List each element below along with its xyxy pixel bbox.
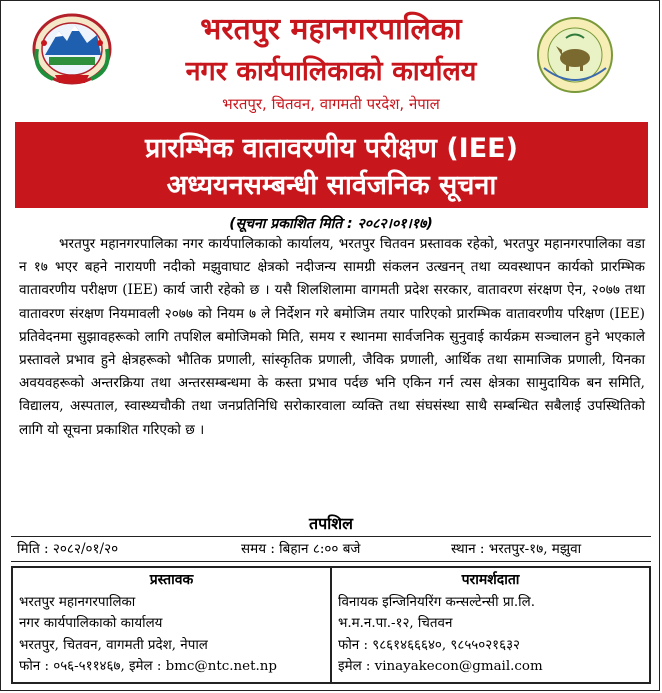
- banner-subtitle: अध्ययनसम्बन्धी सार्वजनिक सूचना: [166, 170, 497, 201]
- schedule-time: समय : बिहान ८:०० बजे: [241, 541, 361, 557]
- consultant-box: [330, 568, 649, 682]
- schedule-heading: तपशिल: [308, 514, 354, 533]
- proposer-box: [13, 568, 330, 682]
- proposer-contact: फोन : ०५६-५११४६७, इमेल : bmc@ntc.net.np: [19, 659, 277, 674]
- contact-boxes: [11, 566, 651, 684]
- header: [1, 1, 659, 119]
- publication-date: (सूचना प्रकाशित मिति : २०८२।०१।१७): [229, 216, 433, 232]
- consultant-heading: परामर्शदाता: [461, 572, 520, 588]
- consultant-email: इमेल : vinayakecon@gmail.com: [338, 659, 543, 674]
- nepal-emblem-icon: [31, 11, 113, 87]
- notice-banner: [15, 122, 648, 208]
- office-title: नगर कार्यपालिकाको कार्यालय: [185, 56, 477, 87]
- consultant-line: भ.म.न.पा.-१२, चितवन: [338, 616, 453, 631]
- org-title: भरतपुर महानगरपालिका: [200, 12, 462, 47]
- schedule-row: [11, 536, 651, 562]
- proposer-line: भरतपुर महानगरपालिका: [19, 594, 136, 610]
- consultant-phone: फोन : ९८६१४६६६४०, ९८५५०२१६३२: [338, 637, 521, 653]
- banner-title: प्रारम्भिक वातावरणीय परीक्षण (IEE): [145, 133, 518, 164]
- proposer-line: नगर कार्यपालिकाको कार्यालय: [19, 616, 163, 631]
- bharatpur-metropolitan-logo-icon: [536, 16, 614, 94]
- schedule-place: स्थान : भरतपुर-१७, मझुवा: [451, 541, 582, 557]
- notice-body: भरतपुर महानगरपालिका नगर कार्यपालिकाको कार्यालय, भरतपुर चितवन प्रस्तावक रहेको, भरतपुर महानगरपालिका वडा न १७ भएर बहने नारायणी नदीको मझुवाघाट क्षेत्रको नदीजन्य सामग्री संकलन उत्खनन् तथा व्यवस्थापन कार्यको प्रारम्भिक वातावरणीय परीक्षण (IEE) कार्य जारी रहेको छ । यसै शिलशिलामा वागमती प्रदेश सरकार, वातावरण संरक्षण ऐन, २०७७ तथा वातावरण संरक्षण नियमावली २०७७ को नियम ७ ले निर्देशन गरे बमोजिम तयार पारिएको प्रारम्भिक वातावरणीय परिक्षण (IEE) प्रतिवेदनमा सुझावहरूको लागि तपशिल बमोजिमको मिति, समय र स्थानमा सार्वजनिक सुनुवाई कार्यक्रम सञ्चालन हुने भएकाले प्रस्तावले प्रभाव हुने क्षेत्रहरूको भौतिक प्रणाली, सांस्कृतिक प्रणाली, जैविक प्रणाली, आर्थिक तथा सामाजिक प्रणाली, यिनका अवयवहरूको अन्तरक्रिया तथा अन्तरसम्बन्धमा के कस्ता प्रभाव पर्दछ भनि एकिन गर्न त्यस क्षेत्रका सामुदायिक बन समिति, विद्यालय, अस्पताल, स्वास्थ्यचौकी तथा जनप्रतिनिधि सरोकारवाला व्यक्ति तथा संघसंस्था साथै सम्बन्धित सबैलाई उपस्थितिको लागि यो सूचना प्रकाशित गरिएको छ ।: [19, 236, 645, 438]
- org-address: भरतपुर, चितवन, वागमती परदेश, नेपाल: [222, 95, 440, 113]
- proposer-heading: प्रस्तावक: [149, 572, 194, 588]
- schedule-date: मिति : २०८२/०१/२०: [17, 541, 119, 557]
- proposer-line: भरतपुर, चितवन, वागमती प्रदेश, नेपाल: [19, 637, 208, 653]
- consultant-line: विनायक इन्जिनियरिंग कन्सल्टेन्सी प्रा.लि.: [338, 594, 535, 610]
